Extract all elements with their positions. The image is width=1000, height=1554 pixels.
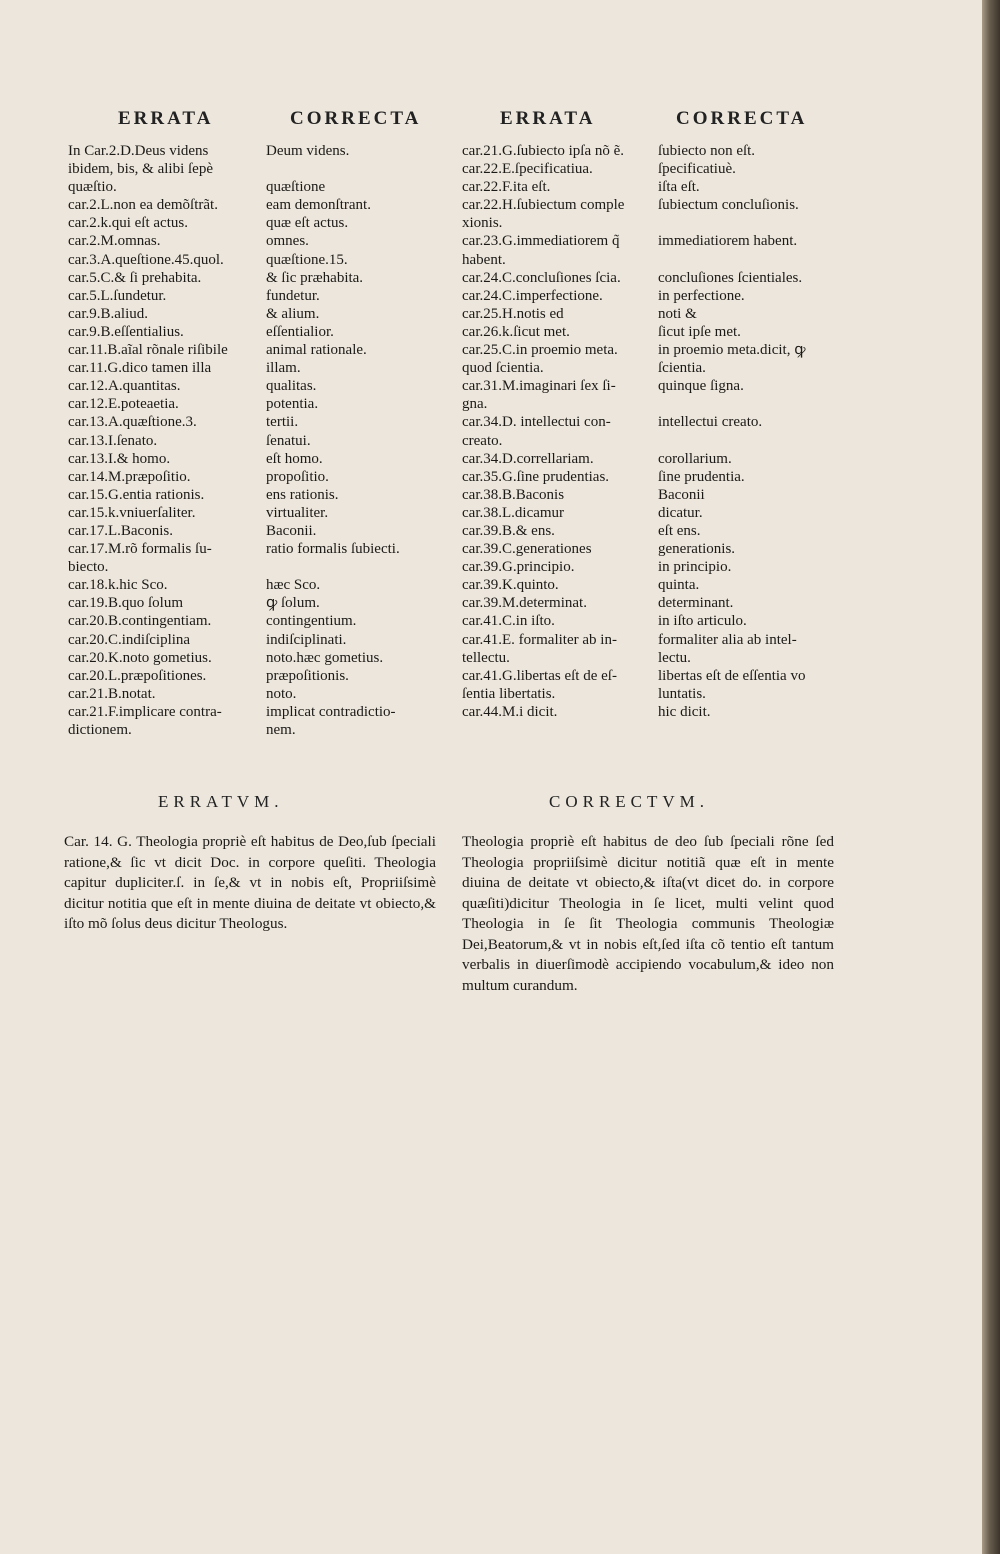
erratum-text: car.23.G.immediatiorem q̃ habent. [462, 233, 620, 268]
erratum-text: car.12.E.poteaetia. [68, 396, 179, 413]
erratum-text: car.38.B.Baconis [462, 486, 565, 503]
erratum-text: car.20.L.præpoſitiones. [68, 667, 207, 684]
correction-text: ſubiecto non eſt. [658, 143, 756, 159]
erratum-text: car.5.L.ſundetur. [68, 287, 167, 304]
errata-entry [462, 522, 840, 540]
errata-entry [62, 341, 441, 359]
erratum-text: car.9.B.eſſentialius. [68, 323, 184, 340]
correction-text: & alium. [266, 305, 320, 322]
correction-text: Baconii [658, 486, 705, 503]
erratum-text: car.11.G.dico tamen illa [68, 360, 212, 377]
errata-entry [462, 631, 840, 667]
errata-entry [462, 305, 840, 323]
correction-text: quinta. [658, 577, 700, 594]
errata-entry [462, 504, 840, 522]
erratum-text: car.44.M.i dicit. [462, 703, 558, 720]
erratum-text: car.11.B.aĩal rõnale riſibile [68, 342, 228, 359]
correction-text: implicat contradictio- nem. [266, 703, 396, 738]
erratum-text: car.17.M.rõ formalis ſu- biecto. [68, 541, 212, 576]
correction-text: & ſic præhabita. [266, 269, 364, 286]
errata-entry [462, 269, 840, 287]
erratum-text: car.38.L.dicamur [462, 504, 565, 521]
erratum-text: car.15.G.entia rationis. [68, 486, 205, 503]
correction-text: potentia. [266, 396, 319, 413]
erratum-text: car.41.G.libertas eſt de eſ- ſentia libertatis. [462, 667, 617, 702]
erratum-paragraph: Car. 14. G. Theologia propriè eſt habitus de Deo,ſub ſpeciali ratione,& ſic vt dicit Doc. in corpore queſiti. Theologia capitur dupliciter.ſ. in ſe,& vt in nobis eſt, Propriiſsimè dicitur notitia que eſt in mente diuina de deitate vt obiecto,& iſto mõ ſolus deus dicitur Theologus. [64, 833, 436, 932]
correction-text: indiſciplinati. [266, 631, 347, 648]
errata-entry [62, 395, 441, 413]
erratum-text: car.15.k.vniuerſaliter. [68, 504, 196, 521]
correction-text: concluſiones ſcientiales. [658, 269, 803, 286]
errata-entry [462, 287, 840, 305]
erratum-text: car.34.D. intellectui con- creato. [462, 414, 611, 449]
errata-entry [462, 558, 840, 576]
errata-entry [462, 323, 840, 341]
correction-text: quæſtione.15. [266, 251, 348, 268]
correction-text: qualitas. [266, 378, 317, 395]
correction-text: præpoſitionis. [266, 667, 349, 684]
errata-entry [462, 178, 840, 196]
errata-entry [62, 576, 441, 594]
erratum-text: car.35.G.ſine prudentias. [462, 468, 610, 485]
errata-entry [62, 142, 441, 196]
erratum-text: car.21.G.ſubiecto ipſa nõ ẽ. [462, 143, 625, 159]
correction-text: ſubiectum concluſionis. [658, 197, 799, 214]
correctum-heading: CORRECTVM. [549, 792, 710, 811]
correction-text: propoſitio. [266, 468, 329, 485]
errata-entry [62, 612, 441, 630]
errata-entry [462, 450, 840, 468]
errata-entry [62, 359, 441, 377]
erratum-text: car.13.A.quæſtione.3. [68, 414, 197, 431]
erratum-text: car.26.k.ſicut met. [462, 323, 570, 340]
errata-entry [62, 486, 441, 504]
correction-text: ſenatui. [266, 432, 311, 449]
correction-text: in iſto articulo. [658, 613, 747, 630]
correction-text: iſta eſt. [658, 179, 700, 196]
errata-entry [62, 522, 441, 540]
errata-entry [62, 196, 441, 214]
errata-entry [62, 251, 441, 269]
erratum-text: car.21.B.notat. [68, 685, 156, 702]
correction-text: Baconii. [266, 522, 317, 539]
errata-entry [462, 486, 840, 504]
correction-text: hic dicit. [658, 703, 711, 720]
errata-entry [62, 703, 441, 739]
errata-entry [62, 540, 441, 576]
errata-entry [62, 305, 441, 323]
erratum-text: car.14.M.præpoſitio. [68, 468, 191, 485]
erratum-text: car.22.E.ſpecificatiua. [462, 161, 593, 178]
errata-entry [462, 160, 840, 178]
correction-text: contingentium. [266, 613, 357, 630]
correction-text: illam. [266, 360, 301, 377]
errata-list-left [62, 142, 441, 739]
erratum-text: car.39.C.generationes [462, 541, 592, 558]
erratum-text: car.39.K.quinto. [462, 577, 559, 594]
erratum-text: In Car.2.D.Deus videns ibidem, bis, & alibi ſepè quæſtio. [68, 143, 213, 196]
errata-entry [462, 413, 840, 449]
erratum-text: car.39.G.principio. [462, 559, 575, 576]
erratum-text: car.13.I.& homo. [68, 450, 171, 467]
correction-text: omnes. [266, 233, 309, 250]
errata-entry [462, 703, 840, 721]
errata-entry [62, 377, 441, 395]
erratum-text: car.21.F.implicare contra- dictionem. [68, 703, 222, 738]
correction-text: dicatur. [658, 504, 703, 521]
correction-text: corollarium. [658, 450, 732, 467]
errata-entry [462, 377, 840, 413]
erratum-text: car.2.L.non ea demõſtrãt. [68, 197, 218, 214]
erratum-text: car.39.B.& ens. [462, 522, 555, 539]
errata-entry [462, 232, 840, 268]
correction-text: noti & [658, 305, 697, 322]
correction-text: noto. [266, 685, 297, 702]
erratum-text: car.25.H.notis ed [462, 305, 564, 322]
erratum-text: car.5.C.& ſi prehabita. [68, 269, 202, 286]
correction-text: in proemio meta.dicit, ꝙ ſcientia. [658, 342, 806, 377]
erratum-text: car.2.M.omnas. [68, 233, 161, 250]
correction-text: Deum videns. quæſtione [266, 143, 350, 196]
correcta-header-right: CORRECTA [676, 108, 808, 129]
errata-entry [62, 450, 441, 468]
erratum-heading: ERRATVM. [158, 792, 284, 811]
erratum-text: car.41.E. formaliter ab in- tellectu. [462, 631, 617, 666]
erratum-text: car.17.L.Baconis. [68, 522, 173, 539]
erratum-text: car.24.C.concluſiones ſcia. [462, 269, 621, 286]
correction-text: ſicut ipſe met. [658, 323, 741, 340]
correction-text: fundetur. [266, 287, 320, 304]
correction-text: quæ eſt actus. [266, 215, 349, 232]
errata-entry [62, 269, 441, 287]
erratum-text: car.39.M.determinat. [462, 595, 587, 612]
erratum-text: car.20.B.contingentiam. [68, 613, 212, 630]
correcta-header-left: CORRECTA [290, 108, 422, 129]
errata-entry [62, 594, 441, 612]
erratum-text: car.25.C.in proemio meta. quod ſcientia. [462, 342, 618, 377]
erratum-text: car.31.M.imaginari ſex ſi- gna. [462, 378, 616, 413]
correction-text: ſpecificatiuè. [658, 161, 736, 178]
book-spine-edge [982, 0, 1000, 1554]
errata-list-right [462, 142, 840, 721]
errata-entry [62, 468, 441, 486]
errata-entry [462, 667, 840, 703]
errata-entry [462, 576, 840, 594]
erratum-text: car.22.H.ſubiectum comple xionis. [462, 197, 625, 232]
erratum-text: car.2.k.qui eſt actus. [68, 215, 188, 232]
correction-text: ꝙ ſolum. [266, 595, 320, 612]
errata-entry [62, 667, 441, 685]
correction-text: eſt ens. [658, 522, 701, 539]
errata-entry [62, 504, 441, 522]
correction-text: noto.hæc gometius. [266, 649, 384, 666]
errata-entry [62, 631, 441, 649]
correction-text: libertas eſt de eſſentia vo luntatis. [658, 667, 806, 702]
correction-text: ratio formalis ſubiecti. [266, 541, 400, 558]
erratum-text: car.13.I.ſenato. [68, 432, 158, 449]
correction-text: quinque ſigna. [658, 378, 744, 395]
erratum-text: car.24.C.imperfectione. [462, 287, 603, 304]
correction-text: generationis. [658, 541, 736, 558]
errata-entry [62, 214, 441, 232]
erratum-text: car.20.C.indiſciplina [68, 631, 191, 648]
correction-text: eam demonſtrant. [266, 197, 371, 214]
erratum-text: car.19.B.quo ſolum [68, 595, 183, 612]
erratum-text: car.18.k.hic Sco. [68, 577, 168, 594]
correction-text: immediatiorem habent. [658, 233, 798, 250]
errata-entry [462, 142, 840, 160]
correction-text: ens rationis. [266, 486, 339, 503]
errata-entry [462, 594, 840, 612]
correction-text: ſine prudentia. [658, 468, 745, 485]
correction-text: in principio. [658, 559, 732, 576]
erratum-text: car.20.K.noto gometius. [68, 649, 212, 666]
correction-text: virtualiter. [266, 504, 329, 521]
correction-text: formaliter alia ab intel- lectu. [658, 631, 797, 666]
errata-entry [62, 685, 441, 703]
correction-text: in perfectione. [658, 287, 745, 304]
correction-text: determinant. [658, 595, 734, 612]
correction-text: eſſentialior. [266, 323, 334, 340]
correction-text: intellectui creato. [658, 414, 763, 431]
errata-entry [62, 649, 441, 667]
errata-entry [462, 341, 840, 377]
erratum-text: car.12.A.quantitas. [68, 378, 181, 395]
correction-text: eſt homo. [266, 450, 323, 467]
erratum-text: car.9.B.aliud. [68, 305, 148, 322]
correction-text: animal rationale. [266, 342, 367, 359]
errata-entry [462, 196, 840, 232]
correctum-paragraph: Theologia propriè eſt habitus de deo ſub ſpeciali rõne ſed Theologia propriiſsimè dicitur notitiã quæ eſt in mente diuina de deitate vt obiecto,& iſta(vt dicet do. in corpore quæſiti)dicitur Theologia in ſe licet, multi velint quod Theologia in ſe ſit Theologia communis Theologiæ Dei,Beatorum,& vt in nobis eſt,ſed iſta cõ tentio eſt tantum verbalis in diuerſimodè accipiendo vocabulum,& ideo non multum curandum. [462, 833, 834, 994]
errata-entry [62, 413, 441, 431]
errata-entry [462, 612, 840, 630]
errata-entry [462, 540, 840, 558]
errata-header-left: ERRATA [118, 108, 214, 129]
errata-entry [62, 323, 441, 341]
errata-header-right: ERRATA [500, 108, 596, 129]
errata-entry [62, 432, 441, 450]
errata-entry [62, 287, 441, 305]
errata-entry [62, 232, 441, 250]
erratum-text: car.34.D.correllariam. [462, 450, 594, 467]
errata-entry [462, 468, 840, 486]
erratum-text: car.3.A.queſtione.45.quol. [68, 251, 224, 268]
erratum-text: car.41.C.in iſto. [462, 613, 555, 630]
correction-text: hæc Sco. [266, 577, 321, 594]
erratum-text: car.22.F.ita eſt. [462, 179, 551, 196]
correction-text: tertii. [266, 414, 299, 431]
